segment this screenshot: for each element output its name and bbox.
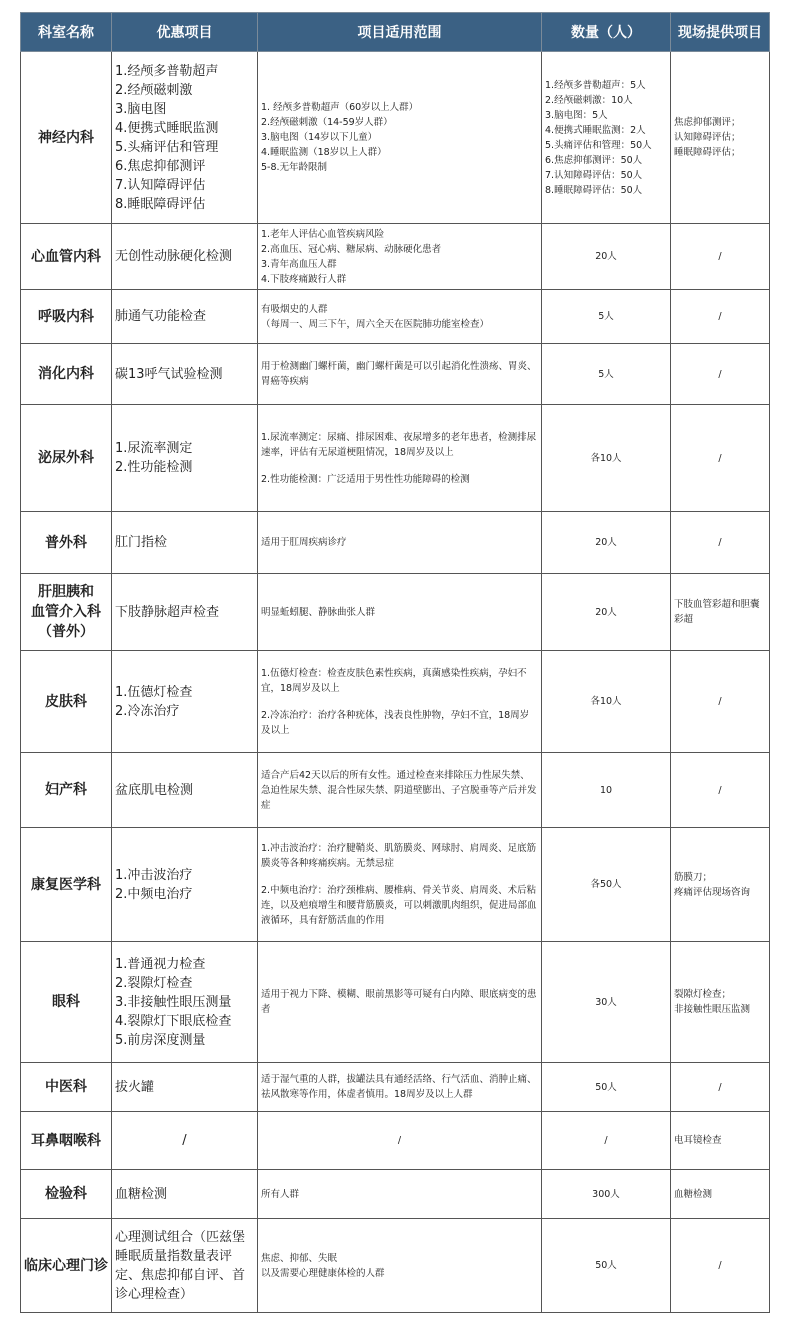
scope-cell — [258, 405, 542, 512]
offer-items-cell — [112, 52, 258, 224]
text-line: 适用于视力下降、模糊、眼前黑影等可疑有白内障、眼底病变的患者 — [261, 989, 537, 1015]
table-row — [21, 405, 770, 512]
text-line: 2.经颅磁刺激 — [115, 82, 193, 98]
quantity-cell — [542, 828, 671, 942]
text-line: 2.经颅磁刺激（14-59岁人群） — [261, 117, 393, 128]
offer-items-cell — [112, 344, 258, 405]
text-line: 有吸烟史的人群 — [261, 303, 328, 315]
header-quantity: 数量（人） — [542, 13, 671, 52]
text-line: 1.冲击波治疗 — [115, 867, 193, 883]
text-line: 3.脑电图（14岁以下儿童） — [261, 132, 378, 143]
onsite-cell — [671, 942, 770, 1063]
text-line: 6.焦虑抑郁测评 — [115, 158, 206, 174]
text-line: 4.便携式睡眠监测 — [115, 120, 219, 136]
scope-cell — [258, 574, 542, 651]
text-line: 2.性功能检测 — [115, 460, 193, 475]
text-line: 4.便携式睡眠监测：2人 — [545, 124, 646, 136]
quantity-cell — [542, 651, 671, 753]
text-line: 1.尿流率测定：尿痛、排尿困难、夜尿增多的老年患者，检测排尿速率，评估有无尿道梗阻情况，18周岁及以上 — [261, 431, 537, 458]
offer-items-cell — [112, 942, 258, 1063]
text-line: 3.脑电图 — [115, 101, 167, 117]
text-line: 5.前房深度测量 — [115, 1032, 206, 1048]
onsite-cell — [671, 574, 770, 651]
text-line: 2.高血压、冠心病、糖尿病、动脉硬化患者 — [261, 243, 442, 255]
text-line: 2.裂隙灯检查 — [115, 975, 193, 991]
text-line: 6.焦虑抑郁测评：50人 — [545, 154, 643, 166]
table-row — [21, 344, 770, 405]
department-cell: 消化内科 — [21, 344, 112, 405]
text-line: / — [718, 251, 722, 262]
quantity-cell — [542, 1063, 671, 1112]
text-line: 1.经颅多普勒超声 — [115, 63, 219, 79]
table-row — [21, 753, 770, 828]
text-line: 50人 — [595, 1260, 617, 1271]
table-row — [21, 1063, 770, 1112]
text-line: / — [718, 537, 722, 548]
text-line: 1.老年人评估心血管疾病风险 — [261, 228, 385, 240]
text-line: 2.冷冻治疗 — [115, 703, 180, 719]
text-line: 所有人群 — [261, 1188, 300, 1200]
text-line: 以及需要心理健康体检的人群 — [261, 1267, 385, 1279]
text-line: 各10人 — [590, 452, 622, 464]
table-row — [21, 1170, 770, 1219]
text-line: 7.认知障碍评估 — [115, 177, 206, 193]
quantity-cell — [542, 574, 671, 651]
header-department: 科室名称 — [21, 13, 112, 52]
text-line: 10 — [599, 784, 613, 796]
header-scope: 项目适用范围 — [258, 13, 542, 52]
text-line: 适用于肛周疾病诊疗 — [261, 537, 347, 548]
text-line: 疼痛评估现场咨询 — [674, 886, 751, 898]
offer-items-cell — [112, 651, 258, 753]
text-line: / — [397, 1135, 402, 1146]
offer-items-cell — [112, 574, 258, 651]
departments-table — [20, 12, 770, 1313]
text-line: 1. 经颅多普勒超声（60岁以上人群） — [261, 102, 419, 113]
scope-cell — [258, 290, 542, 344]
scope-cell — [258, 1063, 542, 1112]
onsite-cell — [671, 344, 770, 405]
text-line: 适合产后42天以后的所有女性。通过检查来排除压力性尿失禁、急迫性尿失禁、混合性尿失禁、阴道壁膨出、子宫脱垂等产后并发症 — [261, 769, 537, 811]
text-line: 2.性功能检测：广泛适用于男性性功能障碍的检测 — [261, 473, 470, 485]
text-line: / — [604, 1135, 608, 1146]
department-cell: 妇产科 — [21, 753, 112, 828]
offer-items-cell — [112, 512, 258, 574]
text-line: 各10人 — [590, 696, 622, 707]
onsite-cell — [671, 52, 770, 224]
text-line: 血糖检测 — [115, 1186, 168, 1202]
offer-items-cell — [112, 1112, 258, 1170]
offer-items-cell — [112, 1219, 258, 1313]
onsite-cell — [671, 512, 770, 574]
onsite-cell — [671, 828, 770, 942]
text-line: 各50人 — [590, 879, 622, 890]
text-line: 20人 — [595, 251, 617, 262]
text-line: 2.中频电治疗：治疗颈椎病、腰椎病、骨关节炎、肩周炎、术后粘连，以及疤痕增生和腰背筋膜炎，可以刺激肌肉组织，促进局部血液循环，具有舒筋活血的作用 — [261, 885, 537, 926]
onsite-cell — [671, 1170, 770, 1219]
text-line: 300人 — [592, 1188, 620, 1200]
table-row — [21, 512, 770, 574]
scope-cell — [258, 753, 542, 828]
text-line: / — [718, 784, 722, 796]
onsite-cell — [671, 224, 770, 290]
table-row — [21, 224, 770, 290]
text-line: 拔火罐 — [115, 1079, 155, 1095]
text-line: 认知障碍评估； — [674, 132, 741, 143]
text-line: 明显蚯蚓腿、静脉曲张人群 — [261, 606, 376, 618]
onsite-cell — [671, 290, 770, 344]
offer-items-cell — [112, 290, 258, 344]
scope-cell — [258, 651, 542, 753]
text-line: / — [718, 452, 722, 464]
text-line: 血糖检测 — [674, 1188, 713, 1200]
table-row — [21, 1219, 770, 1313]
text-line: 5.头痛评估和管理 — [115, 139, 219, 155]
text-line: 2.经颅磁刺激：10人 — [545, 94, 633, 106]
onsite-cell — [671, 405, 770, 512]
onsite-cell — [671, 651, 770, 753]
text-line: 5-8.无年龄限制 — [261, 162, 328, 173]
quantity-cell — [542, 344, 671, 405]
department-cell: 康复医学科 — [21, 828, 112, 942]
onsite-cell — [671, 1219, 770, 1313]
offer-items-cell — [112, 224, 258, 290]
text-line: 焦虑、抑郁、失眠 — [261, 1252, 338, 1264]
text-line: / — [718, 311, 722, 322]
scope-cell — [258, 1219, 542, 1313]
text-line: / — [718, 368, 722, 380]
text-line: / — [718, 1260, 722, 1271]
text-line: 无创性动脉硬化检测 — [115, 249, 233, 264]
text-line: 1.尿流率测定 — [115, 441, 193, 456]
text-line: 7.认知障碍评估：50人 — [545, 169, 643, 181]
offer-items-cell — [112, 828, 258, 942]
offer-items-cell — [112, 1063, 258, 1112]
scope-cell — [258, 344, 542, 405]
department-cell: 皮肤科 — [21, 651, 112, 753]
department-cell: 眼科 — [21, 942, 112, 1063]
text-line: 4.下肢疼痛跛行人群 — [261, 273, 347, 285]
text-line: 1.冲击波治疗：治疗腱鞘炎、肌筋膜炎、网球肘、肩周炎、足底筋膜炎等各种疼痛疾病。无禁忌症 — [261, 843, 537, 869]
quantity-cell — [542, 1170, 671, 1219]
text-line: 3.脑电图：5人 — [545, 109, 608, 121]
offer-items-cell — [112, 405, 258, 512]
text-line: 1.普通视力检查 — [115, 956, 206, 972]
department-cell: 检验科 — [21, 1170, 112, 1219]
text-line: 碳13呼气试验检测 — [115, 366, 223, 382]
text-line: 3.非接触性眼压测量 — [115, 994, 232, 1010]
text-line: 1.伍德灯检查 — [115, 684, 193, 700]
scope-cell — [258, 828, 542, 942]
quantity-cell — [542, 1219, 671, 1313]
text-line: 5.头痛评估和管理：50人 — [545, 139, 652, 151]
text-line: 8.睡眠障碍评估：50人 — [545, 184, 643, 196]
department-cell: 泌尿外科 — [21, 405, 112, 512]
table-row — [21, 52, 770, 224]
table-row — [21, 828, 770, 942]
text-line: 1.经颅多普勒超声：5人 — [545, 79, 646, 91]
quantity-cell — [542, 1112, 671, 1170]
table-row — [21, 290, 770, 344]
text-line: 1.伍德灯检查：检查皮肤色素性疾病，真菌感染性疾病，孕妇不宜，18周岁及以上 — [261, 667, 527, 694]
text-line: 20人 — [595, 606, 617, 618]
text-line: 适于湿气重的人群，拔罐法具有通经活络、行气活血、消肿止痛、祛风散寒等作用，体虚者慎用。18周岁及以上人群 — [261, 1074, 537, 1100]
text-line: （每周一、周三下午，周六全天在医院肺功能室检查） — [261, 318, 490, 330]
scope-cell — [258, 224, 542, 290]
department-cell: 中医科 — [21, 1063, 112, 1112]
department-cell: 临床心理门诊 — [21, 1219, 112, 1313]
text-line: （普外） — [38, 624, 94, 640]
text-line: / — [182, 1133, 187, 1148]
text-line: 2.中频电治疗 — [115, 886, 193, 902]
text-line: 3.青年高血压人群 — [261, 258, 337, 270]
onsite-cell — [671, 1063, 770, 1112]
table-row — [21, 651, 770, 753]
quantity-cell — [542, 942, 671, 1063]
text-line: 5人 — [598, 311, 614, 322]
department-cell — [21, 574, 112, 651]
text-line: 肺通气功能检查 — [115, 309, 207, 324]
offer-items-cell — [112, 1170, 258, 1219]
text-line: 下肢血管彩超和胆囊彩超 — [674, 599, 760, 625]
text-line: 焦虑抑郁测评； — [674, 117, 741, 128]
text-line: 下肢静脉超声检查 — [115, 604, 220, 620]
scope-cell — [258, 1112, 542, 1170]
text-line: 肝胆胰和 — [38, 584, 94, 600]
table-header-row — [21, 13, 770, 52]
text-line: 盆底肌电检测 — [115, 782, 194, 798]
text-line: 筋膜刀； — [674, 871, 713, 883]
text-line: 心理测试组合（匹兹堡睡眠质量指数量表评定、焦虑抑郁自评、首诊心理检查） — [115, 1229, 246, 1302]
department-cell: 神经内科 — [21, 52, 112, 224]
quantity-cell — [542, 290, 671, 344]
text-line: 30人 — [595, 996, 617, 1008]
department-cell: 心血管内科 — [21, 224, 112, 290]
scope-cell — [258, 512, 542, 574]
header-offer-items: 优惠项目 — [112, 13, 258, 52]
onsite-cell — [671, 1112, 770, 1170]
text-line: 肛门指检 — [115, 535, 168, 550]
quantity-cell — [542, 52, 671, 224]
text-line: 睡眠障碍评估； — [674, 147, 741, 158]
scope-cell — [258, 52, 542, 224]
table-row — [21, 1112, 770, 1170]
text-line: 裂隙灯检查； — [674, 989, 732, 1000]
quantity-cell — [542, 753, 671, 828]
department-cell: 普外科 — [21, 512, 112, 574]
text-line: 5人 — [598, 368, 614, 380]
table-row — [21, 942, 770, 1063]
text-line: / — [718, 696, 722, 707]
text-line: 4.睡眠监测（18岁以上人群） — [261, 147, 387, 158]
text-line: 非接触性眼压监测 — [674, 1004, 751, 1015]
department-cell: 耳鼻咽喉科 — [21, 1112, 112, 1170]
text-line: 8.睡眠障碍评估 — [115, 196, 206, 212]
scope-cell — [258, 942, 542, 1063]
text-line: 电耳镜检查 — [674, 1135, 722, 1146]
text-line: / — [718, 1081, 722, 1093]
text-line: 4.裂隙灯下眼底检查 — [115, 1013, 232, 1029]
text-line: 20人 — [595, 537, 617, 548]
quantity-cell — [542, 405, 671, 512]
table-row — [21, 574, 770, 651]
onsite-cell — [671, 753, 770, 828]
quantity-cell — [542, 224, 671, 290]
text-line: 50人 — [595, 1081, 617, 1093]
quantity-cell — [542, 512, 671, 574]
department-cell: 呼吸内科 — [21, 290, 112, 344]
text-line: 血管介入科 — [31, 604, 101, 620]
text-line: 2.冷冻治疗：治疗各种疣体，浅表良性肿物，孕妇不宜，18周岁及以上 — [261, 709, 530, 736]
scope-cell — [258, 1170, 542, 1219]
header-onsite: 现场提供项目 — [671, 13, 770, 52]
offer-items-cell — [112, 753, 258, 828]
text-line: 用于检测幽门螺杆菌，幽门螺杆菌是可以引起消化性溃疡、胃炎、胃癌等疾病 — [261, 361, 537, 387]
